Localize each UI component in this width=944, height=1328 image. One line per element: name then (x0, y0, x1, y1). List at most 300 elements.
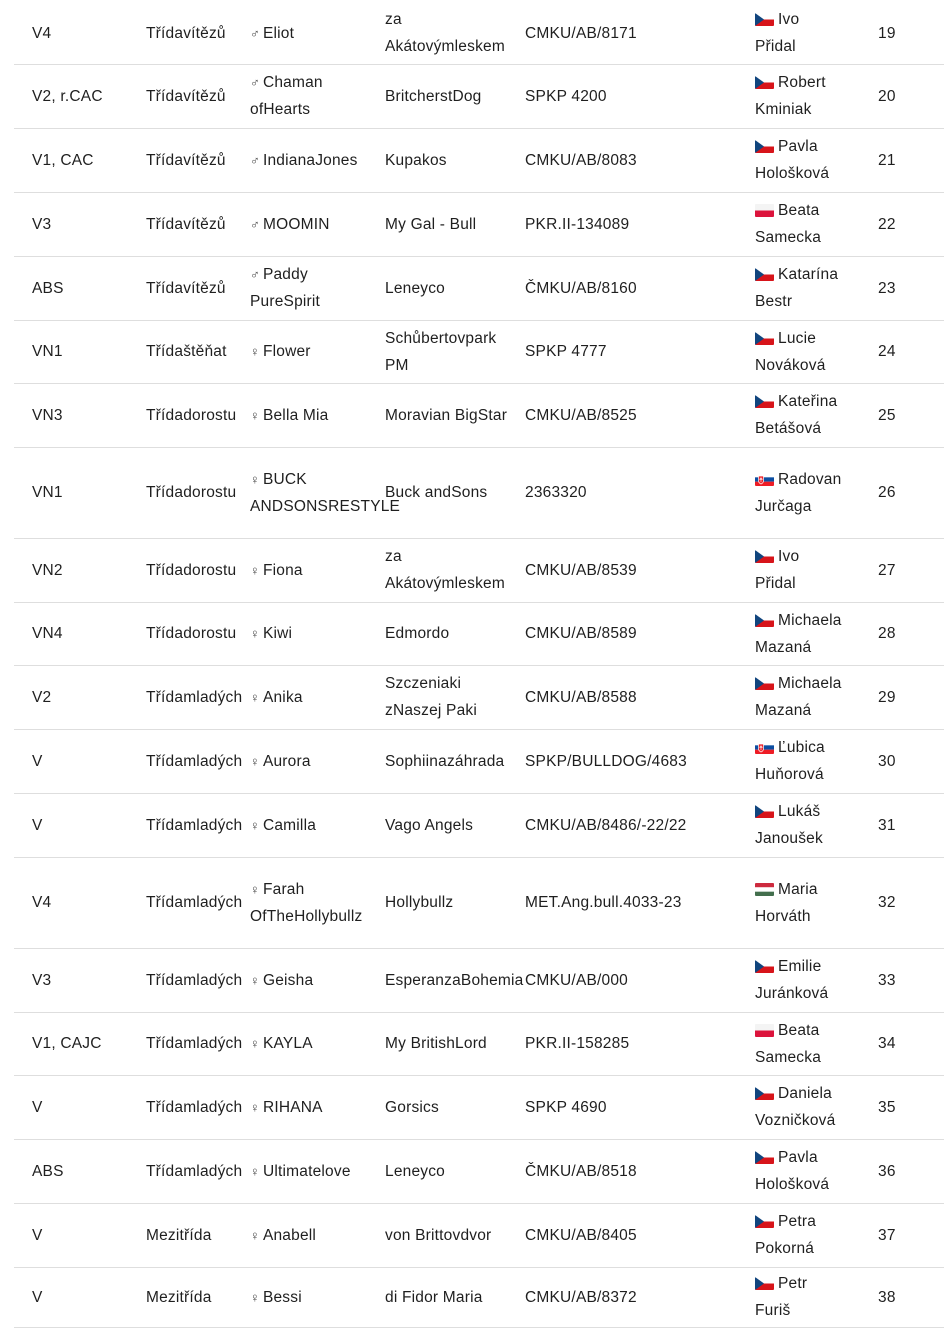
result-cell (32, 2, 132, 64)
cell-line (146, 1289, 212, 1306)
result-text: V1, CAJC (32, 1035, 102, 1052)
cell-text: Flower (262, 343, 311, 360)
cell-text: Paddy Pure (250, 266, 308, 310)
cell-text: Kminiak (755, 101, 812, 118)
cell-text: Anika (262, 688, 303, 706)
result-cell (32, 857, 132, 948)
cell-text: Bessi (262, 1288, 302, 1306)
catalog-number: 25 (878, 406, 896, 424)
cell-text: mladých (183, 894, 243, 911)
cell-text: mladých (183, 752, 243, 770)
slovak-flag-icon (755, 473, 774, 486)
result-text: V2, r.CAC (32, 87, 103, 105)
cell-line (146, 894, 183, 911)
table-row (0, 1267, 944, 1327)
registration-cell (525, 857, 750, 948)
result-cell (32, 948, 132, 1012)
cell-text: Fiona (262, 561, 303, 579)
registration-number: SPKP/BULLDOG/4683 (525, 752, 687, 770)
cell-line (283, 498, 328, 515)
cell-text: The (266, 907, 295, 925)
cell-text: Farah Of (250, 880, 305, 925)
kennel-name (385, 1094, 439, 1121)
dog-name (250, 1284, 302, 1311)
result-text: VN4 (32, 625, 63, 642)
cell-line (755, 702, 811, 719)
slovak-flag-icon (755, 741, 774, 754)
cell-line (755, 1240, 814, 1257)
cell-text: vítězů (183, 151, 226, 169)
cell-text: Třída (146, 343, 184, 360)
cell-text: park PM (385, 329, 497, 374)
cell-text: Aurora (262, 752, 311, 770)
class-text (146, 338, 227, 365)
owner-name (755, 607, 842, 661)
class-cell (146, 857, 241, 948)
cell-line (250, 407, 329, 424)
cell-line (183, 894, 242, 911)
registration-cell (525, 128, 750, 192)
cell-text: mladých (183, 1035, 243, 1052)
class-text (146, 211, 226, 238)
male-icon: ♂ (250, 152, 260, 168)
cell-line (250, 152, 315, 169)
result-text: V (32, 1288, 43, 1306)
catalog-number-cell (878, 128, 918, 192)
catalog-number: 22 (878, 215, 896, 233)
catalog-number-cell (878, 538, 918, 602)
cell-line (385, 817, 473, 834)
dog-name (250, 147, 358, 174)
catalog-number-cell (878, 665, 918, 729)
cell-line (250, 1099, 323, 1116)
cell-text: Juránková (755, 985, 829, 1002)
cell-line (755, 388, 837, 415)
cell-text: Třída (146, 215, 184, 233)
kennel-cell (385, 1012, 515, 1075)
table-row (0, 64, 944, 128)
class-text (146, 748, 242, 775)
kennel-cell (385, 538, 515, 602)
female-icon: ♀ (250, 972, 260, 988)
result-text: V4 (32, 24, 52, 42)
registration-number: MET.Ang.bull.4033-23 (525, 894, 682, 911)
result-cell (32, 665, 132, 729)
dog-name (250, 967, 313, 994)
dog-name-cell (250, 64, 370, 128)
cell-text: Třída (146, 24, 184, 42)
czech-flag-icon (755, 550, 774, 563)
result-text: VN2 (32, 561, 63, 579)
registration-cell (525, 602, 750, 665)
cell-line (755, 830, 823, 847)
class-cell (146, 793, 241, 857)
dog-name (250, 338, 311, 365)
czech-flag-icon (755, 614, 774, 627)
registration-number: CMKU/AB/8372 (525, 1288, 637, 1306)
dog-name (250, 20, 294, 47)
cell-text: Gorsics (385, 1098, 439, 1116)
table-row (0, 383, 944, 447)
cell-line (755, 197, 821, 224)
cell-line (183, 152, 226, 169)
cell-text: RIHANA (262, 1098, 323, 1116)
cell-text: dorostu (183, 625, 237, 642)
dog-name (250, 748, 311, 775)
cell-text: Radovan (778, 470, 842, 488)
cell-text: Star (477, 406, 508, 424)
cell-line (146, 1163, 183, 1180)
kennel-name (385, 543, 515, 597)
catalog-number: 37 (878, 1226, 896, 1244)
registration-number: PKR.II-158285 (525, 1035, 630, 1052)
czech-flag-icon (755, 332, 774, 345)
cell-line (183, 1035, 242, 1052)
cell-line (460, 1227, 491, 1244)
cell-line (146, 343, 183, 360)
cell-line (385, 1035, 455, 1052)
table-row (0, 538, 944, 602)
cell-line (478, 407, 507, 424)
cell-line (183, 343, 226, 360)
kennel-name (385, 967, 523, 994)
male-icon: ♂ (250, 216, 260, 232)
class-cell (146, 1012, 241, 1075)
cell-text: love (321, 1162, 351, 1180)
cell-line (385, 407, 478, 424)
cell-text: Mazaná (755, 702, 812, 719)
result-text: V (32, 1226, 43, 1244)
registration-cell (525, 1267, 750, 1327)
catalog-number-cell (878, 602, 918, 665)
cell-line (755, 607, 842, 634)
cell-line (250, 625, 292, 642)
catalog-number-cell (878, 1139, 918, 1203)
cell-line (755, 357, 826, 374)
dog-name (250, 557, 303, 584)
cell-text: Huňorová (755, 766, 824, 783)
cell-line (755, 466, 841, 493)
cell-text: SONS (283, 497, 329, 515)
owner-name (755, 325, 826, 379)
registration-number: CMKU/AB/8588 (525, 688, 637, 706)
cell-line (385, 330, 465, 347)
hungarian-flag-icon (755, 883, 774, 896)
class-text (146, 557, 236, 584)
kennel-cell (385, 256, 515, 320)
cell-text: Kupakos (385, 151, 447, 169)
class-text (146, 967, 242, 994)
registration-number: ČMKU/AB/8518 (525, 1162, 637, 1180)
registration-number: CMKU/AB/8525 (525, 406, 637, 424)
kennel-name (385, 1030, 487, 1057)
owner-name (755, 197, 821, 251)
catalog-number: 27 (878, 561, 896, 579)
catalog-number: 38 (878, 1288, 896, 1306)
female-icon: ♀ (250, 1099, 260, 1115)
cell-text: Nováková (755, 356, 826, 374)
cell-line (385, 894, 453, 911)
kennel-name (385, 83, 482, 110)
kennel-name (385, 1158, 445, 1185)
cell-line (146, 817, 183, 834)
class-text (146, 812, 242, 839)
owner-cell (755, 665, 875, 729)
cell-text: Naszej Paki (392, 702, 477, 719)
dog-name-cell (250, 1203, 370, 1267)
registration-cell (525, 447, 750, 538)
kennel-cell (385, 64, 515, 128)
catalog-number: 32 (878, 894, 896, 911)
cell-line (755, 575, 796, 592)
cell-line (755, 639, 811, 656)
cell-line (385, 625, 449, 642)
cell-text: Chaman of (250, 74, 323, 118)
cell-text: Třída (146, 561, 184, 579)
cell-line (183, 88, 226, 105)
cell-text: leskem (454, 38, 505, 55)
result-cell (32, 192, 132, 256)
kennel-name (385, 1222, 491, 1249)
registration-cell (525, 1012, 750, 1075)
czech-flag-icon (755, 140, 774, 153)
cell-text: Pavla (778, 138, 818, 155)
cell-line (755, 1144, 829, 1171)
result-text: VN3 (32, 406, 63, 424)
cell-line (183, 25, 226, 42)
cell-text: Přidal (755, 38, 796, 55)
class-cell (146, 729, 241, 793)
dog-name (250, 1158, 351, 1185)
registration-cell (525, 383, 750, 447)
registration-cell (525, 1203, 750, 1267)
cell-line (755, 165, 829, 182)
cell-text: Bestr (755, 293, 793, 310)
czech-flag-icon (755, 13, 774, 26)
catalog-number-cell (878, 1012, 918, 1075)
cell-text: Kateřina (778, 393, 838, 410)
catalog-number: 28 (878, 625, 896, 642)
table-row (0, 1139, 944, 1203)
owner-name (755, 1208, 816, 1262)
class-cell (146, 64, 241, 128)
cell-line (385, 280, 445, 297)
kennel-cell (385, 948, 524, 1012)
catalog-number: 34 (878, 1035, 896, 1052)
male-icon: ♂ (250, 25, 260, 41)
kennel-name (385, 1284, 483, 1311)
kennel-cell (385, 447, 515, 538)
cell-line (755, 876, 818, 903)
table-row (0, 192, 944, 256)
result-text: V2 (32, 688, 52, 706)
cell-line (755, 1176, 829, 1193)
result-cell (32, 1139, 132, 1203)
kennel-cell (385, 1075, 515, 1139)
kennel-cell (385, 665, 515, 729)
cell-text: Třída (146, 406, 184, 424)
cell-line (146, 484, 183, 501)
female-icon: ♀ (250, 1163, 260, 1179)
cell-line (755, 420, 821, 437)
catalog-number: 36 (878, 1162, 896, 1180)
kennel-cell (385, 1139, 515, 1203)
class-cell (146, 383, 241, 447)
class-text (146, 275, 226, 302)
cell-line (393, 702, 477, 719)
cell-line (183, 972, 242, 989)
cell-text: vítězů (183, 87, 226, 105)
catalog-number: 24 (878, 343, 896, 360)
cell-line (385, 11, 455, 55)
catalog-number-cell (878, 857, 918, 948)
cell-text: za Akátovým (385, 11, 455, 55)
class-text (146, 83, 226, 110)
cell-line (250, 1163, 321, 1180)
cell-text: dorostu (183, 406, 237, 424)
cell-line (755, 543, 799, 570)
cell-line (250, 562, 303, 579)
class-text (146, 1284, 212, 1311)
catalog-number: 19 (878, 24, 896, 42)
cell-text: Jurčaga (755, 497, 812, 515)
table-row (0, 447, 944, 538)
registration-number: CMKU/AB/8589 (525, 625, 637, 642)
cell-text: mladých (183, 1098, 243, 1116)
female-icon: ♀ (250, 471, 260, 487)
kennel-name (385, 325, 515, 379)
result-text: ABS (32, 279, 64, 297)
owner-cell (755, 192, 875, 256)
cell-line (146, 972, 183, 989)
cell-text: Maria (778, 880, 818, 898)
table-row (0, 602, 944, 665)
cell-line (755, 38, 796, 55)
cell-line (183, 625, 236, 642)
owner-cell (755, 64, 875, 128)
registration-cell (525, 793, 750, 857)
kennel-name (385, 211, 476, 238)
czech-flag-icon (755, 677, 774, 690)
female-icon: ♀ (250, 344, 260, 359)
class-text (146, 1030, 242, 1057)
catalog-number: 20 (878, 87, 896, 105)
cell-line (146, 1035, 183, 1052)
result-text: VN1 (32, 484, 63, 501)
cell-line (755, 1208, 816, 1235)
cell-line (250, 817, 316, 834)
cell-text: di Fidor Maria (385, 1288, 483, 1306)
registration-cell (525, 64, 750, 128)
cell-text: Samecka (755, 1048, 822, 1066)
catalog-number: 21 (878, 151, 896, 169)
cell-text: Michaela (778, 611, 842, 629)
cell-line (447, 753, 504, 770)
cell-text: štěňat (183, 343, 227, 360)
table-row (0, 1012, 944, 1075)
female-icon: ♀ (250, 881, 260, 897)
czech-flag-icon (755, 1277, 774, 1290)
owner-cell (755, 1203, 875, 1267)
cell-text: Ivo (778, 11, 800, 28)
dog-name-cell (250, 793, 370, 857)
cell-line (755, 498, 812, 515)
dog-name (250, 402, 329, 429)
result-cell (32, 1075, 132, 1139)
cell-line (263, 101, 310, 118)
class-text (146, 20, 226, 47)
catalog-number-cell (878, 1203, 918, 1267)
cell-text: Mezitřída (146, 1226, 212, 1244)
owner-name (755, 670, 842, 724)
kennel-name (385, 6, 515, 60)
registration-cell (525, 320, 750, 383)
cell-line (385, 1163, 445, 1180)
cell-text: Hollybullz (294, 907, 363, 925)
owner-name (755, 6, 799, 60)
kennel-cell (385, 857, 515, 948)
cell-text: za Akátovým (385, 548, 455, 592)
cell-line (146, 625, 183, 642)
owner-name (755, 388, 837, 442)
cell-text: Lord (455, 1035, 487, 1052)
cell-line (146, 25, 183, 42)
czech-flag-icon (755, 268, 774, 281)
cell-line (250, 216, 330, 233)
female-icon: ♀ (250, 407, 260, 423)
owner-name (755, 69, 826, 123)
table-row (0, 128, 944, 192)
cell-text: Betášová (755, 420, 822, 437)
class-cell (146, 1267, 241, 1327)
owner-name (755, 734, 825, 788)
cell-text: Ultimate (262, 1162, 322, 1180)
dog-name-cell (250, 857, 370, 948)
owner-name (755, 466, 841, 520)
cell-text: Třída (146, 279, 184, 297)
cell-line (455, 1035, 487, 1052)
cell-text: Mazaná (755, 638, 812, 656)
result-text: VN1 (32, 343, 63, 360)
dog-name-cell (250, 128, 370, 192)
cell-line (755, 1049, 821, 1066)
cell-text: Třída (146, 1035, 184, 1052)
cell-text: Dog (452, 87, 482, 105)
cell-text: Beata (778, 202, 820, 219)
cell-line (250, 753, 311, 770)
dog-name-cell (250, 729, 370, 793)
table-row (0, 1075, 944, 1139)
owner-cell (755, 2, 875, 64)
class-cell (146, 1203, 241, 1267)
cell-text: Daniela (778, 1085, 832, 1102)
cell-text: dorostu (183, 484, 237, 501)
catalog-number-cell (878, 192, 918, 256)
class-cell (146, 320, 241, 383)
catalog-number-cell (878, 1075, 918, 1139)
cell-text: Schůbertov (385, 329, 466, 347)
dog-name (250, 620, 292, 647)
table-row (0, 1203, 944, 1267)
cell-line (385, 548, 455, 592)
cell-text: MOOMIN (262, 215, 330, 233)
cell-text: Přidal (755, 575, 796, 592)
catalog-number-cell (878, 948, 918, 1012)
owner-cell (755, 729, 875, 793)
cell-text: Emilie (778, 958, 822, 975)
owner-name (755, 798, 823, 852)
owner-cell (755, 1267, 875, 1327)
